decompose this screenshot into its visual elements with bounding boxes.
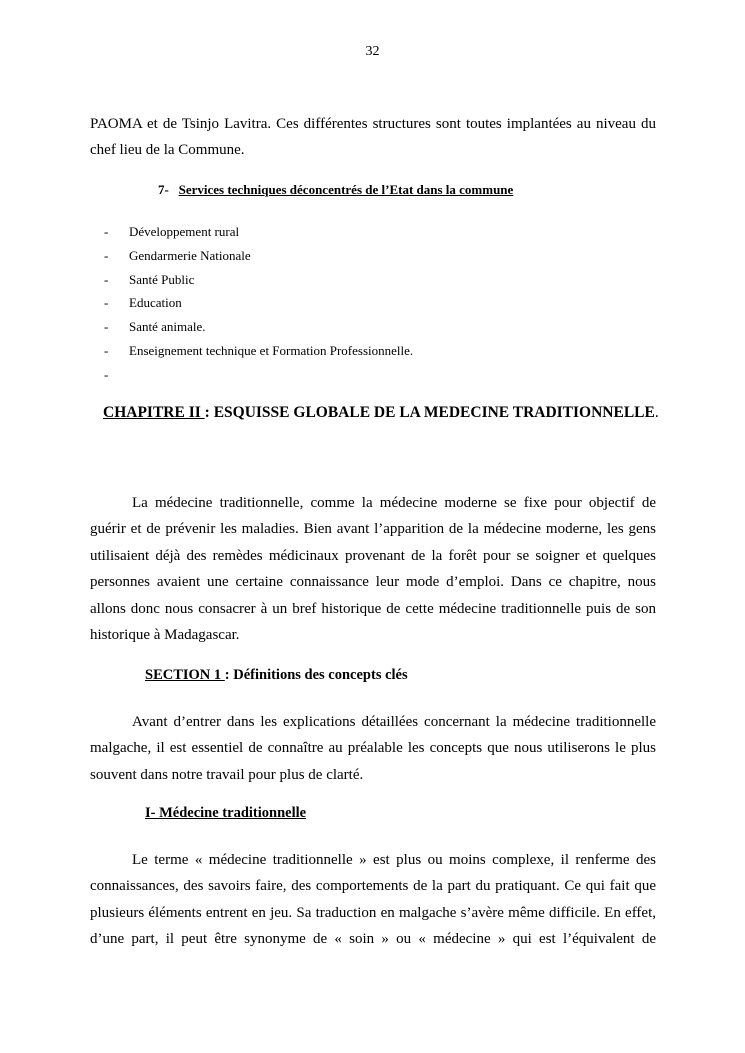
list-item [104,366,129,384]
subsection-heading: I- Médecine traditionnelle [145,805,307,821]
bullet-dash: - [104,224,109,239]
section-7-heading [158,182,513,198]
bullet-dash: - [104,248,109,263]
chapter-colon: : [204,404,210,421]
intro-line-2: chef lieu de la Commune. [90,142,245,158]
section-1-heading [145,667,408,684]
chapter-heading [103,404,659,422]
chapter-title: ESQUISSE GLOBALE DE LA MEDECINE TRADITIONNELLE [209,404,655,421]
section-7-title: Services techniques déconcentrés de l’Etat dans la commune [178,182,514,197]
bullet-dash: - [104,272,109,287]
paragraph-line: souvent dans notre travail pour plus de clarté. [90,767,364,783]
paragraph-line: connaissances, des savoirs faire, des comportements de la part du pratiquant. Ce qui fait que [90,878,656,894]
section-7-number: 7- [158,182,169,197]
paragraph-line: La médecine traditionnelle, comme la médecine moderne se fixe pour objectif de [132,495,656,511]
chapter-period: . [654,404,659,421]
list-item: - Développement rural [104,224,240,239]
paragraph-line: utilisaient déjà des remèdes médicinaux provenant de la forêt pour se soigner et quelques [90,548,656,564]
bullet-dash: - [104,367,109,382]
list-item: - Gendarmerie Nationale [104,248,251,263]
paragraph-line: allons donc nous consacrer à un bref historique de cette médecine traditionnelle puis de son [90,601,656,617]
paragraph-line: plusieurs éléments entrent en jeu. Sa traduction en malgache s’avère même difficile. En effet, [90,905,656,921]
chapter-label: CHAPITRE II [103,404,205,421]
paragraph-line: malgache, il est essentiel de connaître au préalable les concepts que nous utiliserons le plus [90,740,656,756]
paragraph-line: d’une part, il peut être synonyme de « soin » ou « médecine » qui est l’équivalent de [90,931,656,947]
paragraph-line: historique à Madagascar. [90,627,240,643]
list-item: - Enseignement technique et Formation Professionnelle. [104,343,414,358]
paragraph-line: guérir et de prévenir les maladies. Bien avant l’apparition de la médecine moderne, les gens [90,521,656,537]
bullet-dash: - [104,295,109,310]
section-1-label: SECTION 1 [145,667,225,683]
list-item: - Education [104,295,182,310]
intro-line-1: PAOMA et de Tsinjo Lavitra. Ces différentes structures sont toutes implantées au niveau du [90,116,656,132]
page-number: 32 [365,44,380,59]
section-1-title: : Définitions des concepts clés [224,667,408,683]
paragraph-line: personnes avaient une certaine connaissance leur mode d’emploi. Dans ce chapitre, nous [90,574,656,590]
paragraph-line: Avant d’entrer dans les explications détaillées concernant la médecine traditionnelle [132,714,656,730]
list-item: - Santé Public [104,272,195,287]
paragraph-line: Le terme « médecine traditionnelle » est plus ou moins complexe, il renferme des [132,852,656,868]
bullet-dash: - [104,319,109,334]
list-item: - Santé animale. [104,319,206,334]
bullet-dash: - [104,343,109,358]
